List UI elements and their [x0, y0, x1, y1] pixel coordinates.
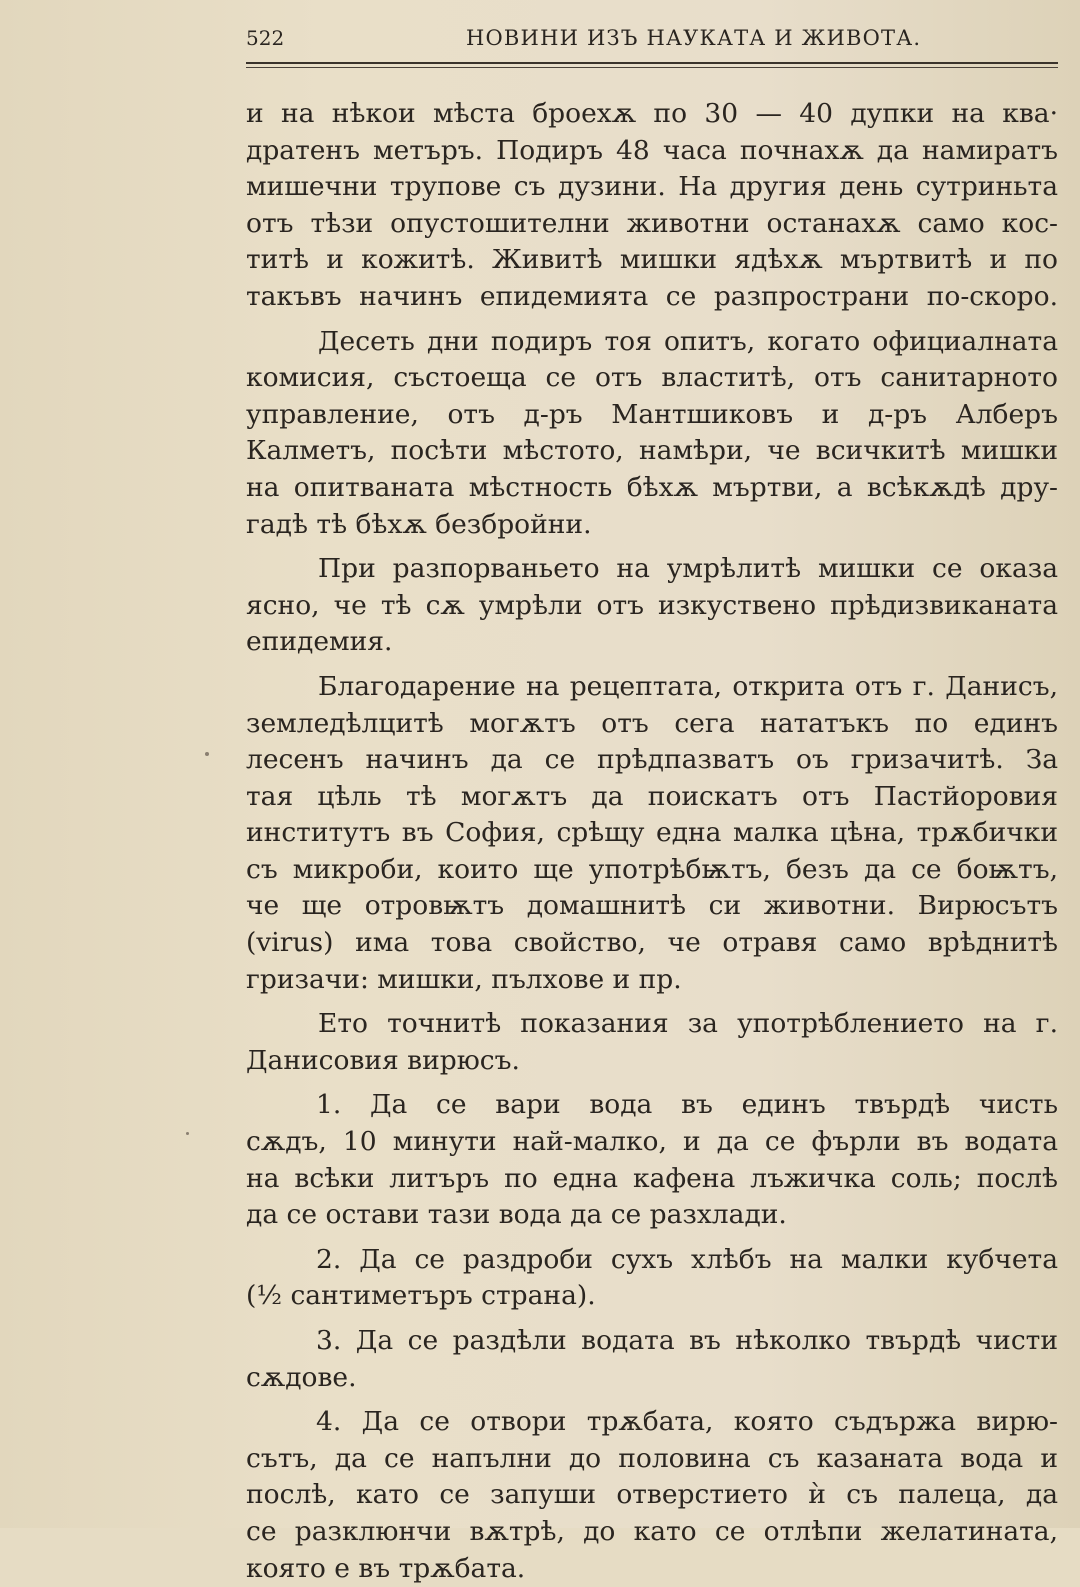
text-line: Благодарение на рецептата, открита отъ г. Данисъ,: [318, 670, 1058, 702]
paragraph: [246, 1006, 1058, 1079]
text-line: 2. Да се раздроби сухъ хлѣбъ на малки кубчета: [316, 1243, 1058, 1275]
text-line: която е въ трѫбата.: [246, 1552, 526, 1584]
text-line: съ микроби, които ще употрѣбѭтъ, безъ да се боѭтъ,: [246, 853, 1058, 885]
text-line: и на нѣкои мѣста броехѫ по 30 — 40 дупки на ква·: [246, 98, 1058, 129]
text-line: такъвъ начинъ епидемията се разпространи по-скоро.: [246, 280, 1058, 312]
paragraph: [246, 669, 1058, 998]
text-line: Калметъ, посѣти мѣстото, намѣри, че всичкитѣ мишки: [246, 435, 1058, 467]
text-line: отъ тѣзи опустошителни животни останахѫ само кос-: [246, 207, 1058, 239]
numbered-item: [246, 1404, 1058, 1587]
text-line: послѣ, като се запуши отверстието ѝ съ палеца, да: [246, 1479, 1058, 1511]
numbered-item: [246, 1323, 1058, 1396]
text-line: управление, отъ д-ръ Мантшиковъ и д-ръ Алберъ: [246, 398, 1058, 430]
text-line: Ето точнитѣ показания за употрѣблението на г.: [318, 1008, 1058, 1040]
paragraph: [246, 551, 1058, 661]
text-line: тая цѣль тѣ могѫтъ да поискатъ отъ Пастйоровия: [246, 780, 1058, 812]
text-line: гадѣ тѣ бѣхѫ безбройни.: [246, 508, 592, 540]
text-line: сѫдове.: [246, 1361, 357, 1393]
paper-speck: [186, 1132, 189, 1135]
paragraph: [246, 96, 1058, 316]
text-line: сѫдъ, 10 минути най-малко, и да се фърли въ водата: [246, 1126, 1058, 1158]
text-line: епидемия.: [246, 626, 393, 658]
text-line: се разклюнчи вѫтрѣ, до като се отлѣпи желатината,: [246, 1515, 1058, 1547]
numbered-item: [246, 1087, 1058, 1233]
text-line: Данисовия вирюсъ.: [246, 1044, 520, 1076]
text-line: ясно, че тѣ сѫ умрѣли отъ изкуствено прѣдизвиканата: [246, 589, 1058, 621]
page-number: 522: [246, 26, 285, 50]
paragraph: [246, 324, 1058, 544]
text-line: че ще отровѭтъ домашнитѣ си животни. Вирюсътъ: [246, 890, 1058, 922]
running-title: НОВИНИ ИЗЪ НАУКАТА И ЖИВОТА.: [466, 26, 922, 50]
text-line: 3. Да се раздѣли водата въ нѣколко твърдѣ чисти: [316, 1325, 1058, 1356]
text-line: титѣ и кожитѣ. Живитѣ мишки ядѣхѫ мъртвитѣ и по: [246, 244, 1058, 276]
text-line: на всѣки литъръ по една кафена лъжичка соль; послѣ: [246, 1162, 1058, 1194]
paper-speck: [205, 752, 209, 756]
text-line: комисия, състоеща се отъ властитѣ, отъ санитарното: [246, 362, 1058, 394]
text-line: гризачи: мишки, пълхове и пр.: [246, 963, 682, 995]
text-line: земледѣлцитѣ могѫтъ отъ сега нататъкъ по единъ: [246, 707, 1058, 739]
text-line: лесенъ начинъ да се прѣдпазватъ оъ гризачитѣ. За: [246, 744, 1058, 776]
header-rule-thin: [246, 67, 1058, 68]
text-line: При разпорваньето на умрѣлитѣ мишки се оказа: [318, 553, 1058, 585]
numbered-item: [246, 1242, 1058, 1315]
text-line: да се остави тази вода да се разхлади.: [246, 1199, 787, 1231]
text-line: на опитваната мѣстность бѣхѫ мъртви, а всѣкѫдѣ дру-: [246, 471, 1058, 503]
text-line: (virus) има това свойство, че отравя само врѣднитѣ: [246, 927, 1058, 959]
text-line: Десеть дни подиръ тоя опитъ, когато официалната: [318, 325, 1058, 357]
page-header: [246, 22, 1056, 62]
text-line: сътъ, да се напълни до половина съ казаната вода и: [246, 1442, 1058, 1474]
body-text: [246, 96, 1058, 1587]
text-line: институтъ въ София, срѣщу една малка цѣна, трѫбички: [246, 817, 1058, 849]
text-line: мишечни трупове съ дузини. На другия день сутриньта: [246, 171, 1058, 203]
header-rule-thick: [246, 62, 1058, 64]
text-line: (½ сантиметъръ страна).: [246, 1280, 596, 1312]
text-line: 1. Да се вари вода въ единъ твърдѣ чисть: [316, 1089, 1058, 1121]
text-line: дратенъ метъръ. Подиръ 48 часа почнахѫ да намиратъ: [246, 134, 1058, 166]
text-line: 4. Да се отвори трѫбата, която съдържа вирю-: [316, 1406, 1058, 1438]
